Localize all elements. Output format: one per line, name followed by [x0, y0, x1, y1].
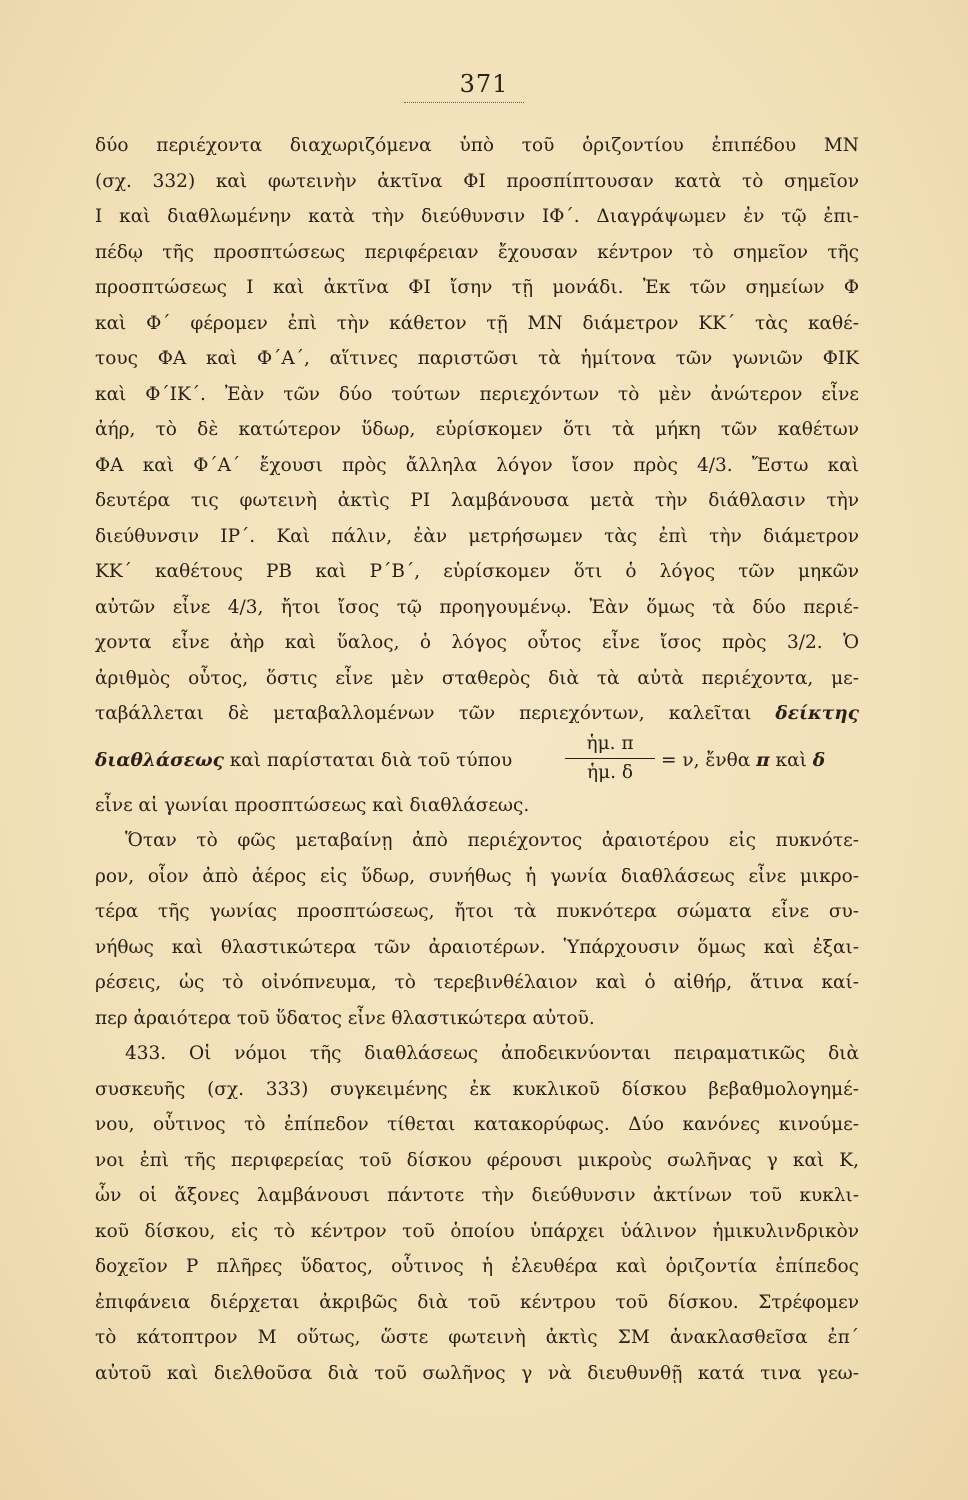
term-deiktis: δείκτης: [775, 703, 859, 724]
text-line: ΦΑ καὶ Φ΄Α΄ ἔχουσι πρὸς ἄλληλα λόγον ἴσον πρὸς 4/3. Ἔστω καὶ: [95, 454, 859, 476]
text-line: αὐτῶν εἶνε 4/3, ἤτοι ἴσος τῷ προηγουμένῳ. Ἐὰν ὅμως τὰ δύο περιέ-: [95, 596, 859, 618]
text-line: δευτέρα τις φωτεινὴ ἀκτὶς ΡΙ λαμβάνουσα μετὰ τὴν διάθλασιν τὴν: [95, 490, 859, 511]
text-line: πέδῳ τῆς προσπτώσεως περιφέρειαν ἔχουσαν κέντρον τὸ σημεῖον τῆς: [95, 241, 859, 263]
var-delta: δ: [812, 749, 826, 771]
page-number: 371: [459, 70, 509, 98]
text-line: τους ΦΑ καὶ Φ΄Α΄, αἵτινες παριστῶσι τὰ ἡμίτονα τῶν γωνιῶν ΦΙΚ: [95, 348, 859, 369]
paragraph-2-line: περ ἀραιότερα τοῦ ὕδατος εἶνε θλαστικώτερα αὐτοῦ.: [95, 1007, 595, 1029]
paragraph-3-line: κοῦ δίσκου, εἰς τὸ κέντρον τοῦ ὁποίου ὑπάρχει ὑάλινον ἡμικυλινδρικὸν: [95, 1220, 859, 1242]
text-line: (σχ. 332) καὶ φωτεινὴν ἀκτῖνα ΦΙ προσπίπτουσαν κατὰ τὸ σημεῖον: [95, 170, 859, 192]
paragraph-3-line: αὐτοῦ καὶ διελθοῦσα διὰ τοῦ σωλῆνος γ νὰ διευθυνθῇ κατά τινα γεω-: [95, 1362, 859, 1384]
paragraph-3-line: τὸ κάτοπτρον Μ οὕτως, ὥστε φωτεινὴ ἀκτὶς ΣΜ ἀνακλασθεῖσα ἐπ΄: [95, 1327, 859, 1348]
paragraph-2-line: τέρα τῆς γωνίας προσπτώσεως, ἤτοι τὰ πυκνότερα σώματα εἶνε συ-: [95, 901, 859, 922]
refraction-fraction: [565, 732, 655, 785]
paragraph-2-line: Ὅταν τὸ φῶς μεταβαίνῃ ἀπὸ περιέχοντος ἀραιοτέρου εἰς πυκνότε-: [125, 830, 859, 851]
text-line: προσπτώσεως Ι καὶ ἀκτῖνα ΦΙ ἴσην τῇ μονάδι. Ἐκ τῶν σημείων Φ: [95, 277, 859, 298]
paragraph-3-line: 433. Οἱ νόμοι τῆς διαθλάσεως ἀποδεικνύονται πειραματικῶς διὰ: [125, 1043, 859, 1064]
formula-row: [95, 732, 859, 788]
text-line: Ι καὶ διαθλωμένην κατὰ τὴν διεύθυνσιν ΙΦ΄. Διαγράψωμεν ἐν τῷ ἐπι-: [95, 206, 859, 227]
text-segment: ταβάλλεται δὲ μεταβαλλομένων τῶν περιεχόντων, καλεῖται: [95, 703, 752, 724]
paragraph-3-line: νου, οὗτινος τὸ ἐπίπεδον τίθεται κατακορύφως. Δύο κανόνες κινούμε-: [95, 1114, 859, 1135]
text-line: ἀήρ, τὸ δὲ κατώτερον ὕδωρ, εὑρίσκομεν ὅτι τὰ μήκη τῶν καθέτων: [95, 419, 859, 440]
paragraph-3-line: ἐπιφάνεια διέρχεται ἀκριβῶς διὰ τοῦ κέντρου τοῦ δίσκου. Στρέφομεν: [95, 1291, 859, 1313]
formula-and: καὶ: [775, 749, 807, 771]
paragraph-3-line: νοι ἐπὶ τῆς περιφερείας τοῦ δίσκου φέρουσι μικροὺς σωλῆνας γ καὶ Κ,: [95, 1149, 859, 1171]
fraction-numerator: ἡμ. π: [586, 732, 634, 754]
paragraph-3-line: ὧν οἱ ἄξονες λαμβάνουσι πάντοτε τὴν διεύθυνσιν ἀκτίνων τοῦ κυκλι-: [95, 1185, 859, 1206]
text-line: δύο περιέχοντα διαχωριζόμενα ὑπὸ τοῦ ὁριζοντίου ἐπιπέδου ΜΝ: [95, 135, 859, 156]
formula-lead: [95, 750, 512, 771]
text-line: καὶ Φ΄ φέρομεν ἐπὶ τὴν κάθετον τῇ ΜΝ διάμετρον ΚΚ΄ τὰς καθέ-: [95, 312, 859, 334]
text-line: ἀριθμὸς οὗτος, ὅστις εἶνε μὲν σταθερὸς διὰ τὰ αὐτὰ περιέχοντα, με-: [95, 667, 859, 689]
text-line-with-term: [95, 696, 859, 732]
var-pi: π: [756, 749, 770, 771]
fraction-denominator: ἡμ. δ: [586, 761, 633, 783]
text-line: χοντα εἶνε ἀὴρ καὶ ὕαλος, ὁ λόγος οὗτος εἶνε ἴσος πρὸς 3/2. Ὁ: [95, 632, 859, 653]
paragraph-3-line: συσκευῆς (σχ. 333) συγκειμένης ἐκ κυκλικοῦ δίσκου βεβαθμολογημέ-: [95, 1078, 859, 1100]
paragraph-3-line: δοχεῖον Ρ πλῆρες ὕδατος, οὗτινος ἡ ἐλευθέρα καὶ ὁριζοντία ἐπίπεδος: [95, 1256, 859, 1277]
formula-tail: [661, 750, 825, 771]
paragraph-2-line: νήθως καὶ θλαστικώτερα τῶν ἀραιοτέρων. Ὑπάρχουσιν ὅμως καὶ ἐξαι-: [95, 936, 859, 958]
text-line: ΚΚ΄ καθέτους ΡΒ καὶ Ρ΄Β΄, εὑρίσκομεν ὅτι ὁ λόγος τῶν μηκῶν: [95, 561, 859, 582]
formula-result: = ν, ἔνθα: [661, 749, 751, 771]
text-line: εἶνε αἱ γωνίαι προσπτώσεως καὶ διαθλάσεως.: [95, 794, 530, 816]
paragraph-2-line: ρον, οἷον ἀπὸ ἀέρος εἰς ὕδωρ, συνήθως ἡ γωνία διαθλάσεως εἶνε μικρο-: [95, 865, 859, 887]
paragraph-2-line: ρέσεις, ὡς τὸ οἰνόπνευμα, τὸ τερεβινθέλαιον καὶ ὁ αἰθήρ, ἅτινα καί-: [95, 972, 859, 993]
term-diathlaseos: διαθλάσεως: [95, 749, 224, 771]
text-line: καὶ Φ΄ΙΚ΄. Ἐὰν τῶν δύο τούτων περιεχόντων τὸ μὲν ἀνώτερον εἶνε: [95, 383, 859, 405]
text-line: διεύθυνσιν ΙΡ΄. Καὶ πάλιν, ἐὰν μετρήσωμεν τὰς ἐπὶ τὴν διάμετρον: [95, 525, 859, 547]
fraction-bar: [565, 758, 655, 759]
body-text: [95, 128, 859, 1391]
header-rule: [404, 102, 524, 104]
formula-lead-text: καὶ παρίσταται διὰ τοῦ τύπου: [223, 749, 513, 771]
